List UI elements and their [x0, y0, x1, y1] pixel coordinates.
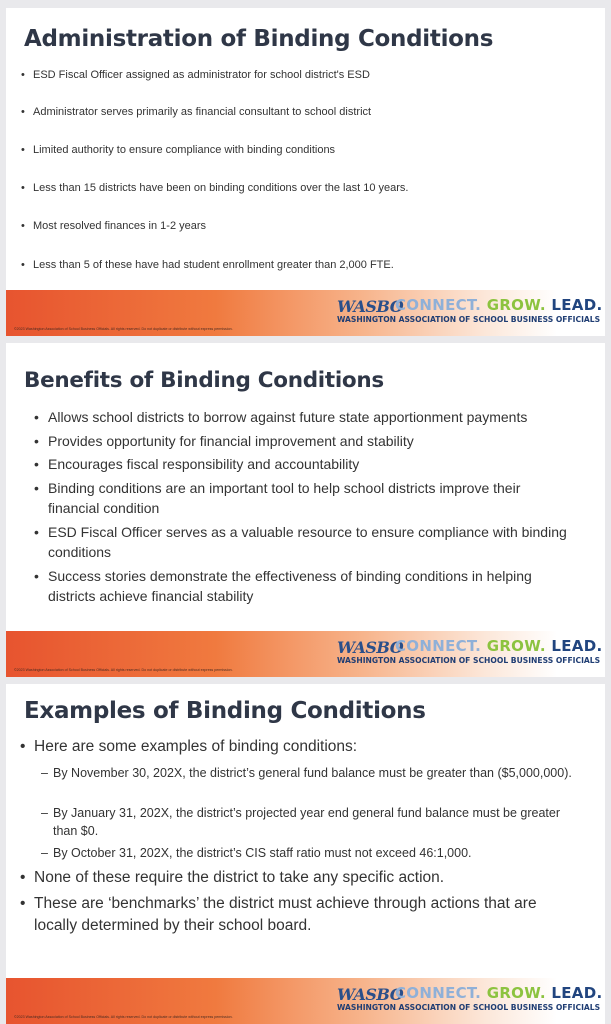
- slide-title: Administration of Binding Conditions: [24, 26, 494, 52]
- tagline: [395, 296, 602, 314]
- wasbo-brand: [337, 294, 603, 332]
- list-item: • Success stories demonstrate the effectiveness of binding conditions in helping districts achieve financial stability: [48, 566, 568, 607]
- tagline-connect: CONNECT.: [395, 296, 482, 314]
- list-item: • Less than 15 districts have been on binding conditions over the last 10 years.: [33, 182, 408, 194]
- tagline-lead: LEAD.: [551, 637, 603, 655]
- association-name: WASHINGTON ASSOCIATION OF SCHOOL BUSINESS OFFICIALS: [337, 315, 601, 324]
- tagline-grow: GROW.: [486, 296, 546, 314]
- slide-administration: [6, 8, 605, 336]
- wasbo-logo: WASBO: [337, 985, 404, 1004]
- slide-title: Benefits of Binding Conditions: [24, 368, 384, 393]
- tagline: [395, 984, 602, 1002]
- wasbo-logo: WASBO: [337, 297, 404, 316]
- list-item: • Administrator serves primarily as financial consultant to school district: [33, 106, 371, 118]
- example-item: – By January 31, 202X, the district’s projected year end general fund balance must be greater than $0.: [53, 804, 573, 840]
- list-item: • These are ‘benchmarks’ the district must achieve through actions that are locally determined by their school board.: [34, 893, 574, 937]
- slide-title: Examples of Binding Conditions: [24, 698, 426, 724]
- tagline-connect: CONNECT.: [395, 984, 482, 1002]
- slide-footer: [6, 978, 605, 1024]
- list-item: • Most resolved finances in 1-2 years: [33, 220, 206, 232]
- association-name: WASHINGTON ASSOCIATION OF SCHOOL BUSINESS OFFICIALS: [337, 656, 601, 665]
- list-item: • Allows school districts to borrow against future state apportionment payments: [48, 407, 568, 428]
- bullet-list: [48, 407, 568, 610]
- wasbo-brand: [337, 982, 603, 1020]
- association-name: WASHINGTON ASSOCIATION OF SCHOOL BUSINESS OFFICIALS: [337, 1003, 601, 1012]
- tagline-connect: CONNECT.: [395, 637, 482, 655]
- tagline-grow: GROW.: [486, 984, 546, 1002]
- copyright-notice: ©2023 Washington Association of School Business Officials. All rights reserved. Do not duplicate or distribute without express permission.: [14, 668, 233, 672]
- intro-bullet: • Here are some examples of binding conditions:: [34, 736, 574, 758]
- wasbo-logo: WASBO: [337, 638, 404, 657]
- slide-benefits: [6, 343, 605, 677]
- list-item: • ESD Fiscal Officer assigned as administrator for school district's ESD: [33, 69, 370, 81]
- list-item: • Limited authority to ensure compliance with binding conditions: [33, 144, 335, 156]
- example-item: – By October 31, 202X, the district’s CIS staff ratio must not exceed 46:1,000.: [53, 844, 573, 862]
- list-item: • Provides opportunity for financial improvement and stability: [48, 431, 568, 452]
- wasbo-brand: [337, 635, 603, 673]
- list-item: • Less than 5 of these have had student enrollment greater than 2,000 FTE.: [33, 259, 394, 271]
- tagline-lead: LEAD.: [551, 984, 603, 1002]
- tagline-grow: GROW.: [486, 637, 546, 655]
- slide-examples: [6, 684, 605, 1024]
- tagline: [395, 637, 602, 655]
- slide-footer: [6, 631, 605, 677]
- slide-footer: [6, 290, 605, 336]
- copyright-notice: ©2023 Washington Association of School Business Officials. All rights reserved. Do not duplicate or distribute without express permission.: [14, 1015, 233, 1019]
- list-item: • Encourages fiscal responsibility and accountability: [48, 454, 568, 475]
- copyright-notice: ©2023 Washington Association of School Business Officials. All rights reserved. Do not duplicate or distribute without express permission.: [14, 327, 233, 331]
- list-item: • None of these require the district to take any specific action.: [34, 867, 574, 889]
- example-item: – By November 30, 202X, the district’s general fund balance must be greater than ($5,000,000).: [53, 764, 573, 782]
- list-item: • Binding conditions are an important tool to help school districts improve their financial condition: [48, 478, 568, 519]
- tagline-lead: LEAD.: [551, 296, 603, 314]
- list-item: • ESD Fiscal Officer serves as a valuable resource to ensure compliance with binding conditions: [48, 522, 568, 563]
